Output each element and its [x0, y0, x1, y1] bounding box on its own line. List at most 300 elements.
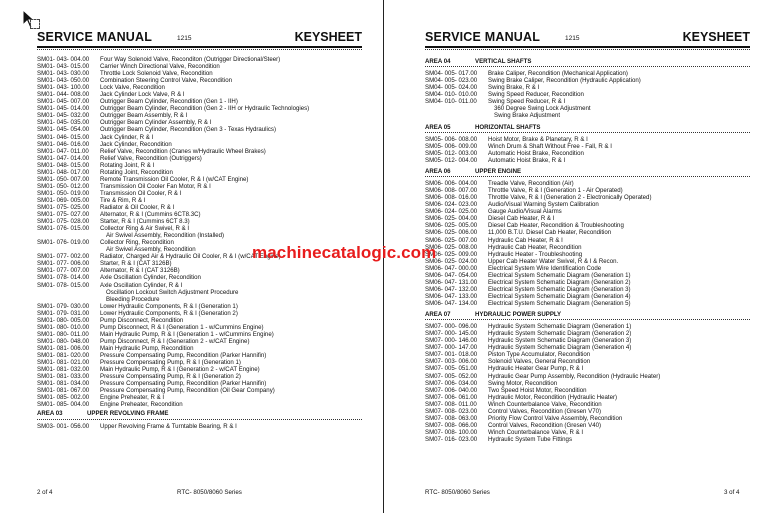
section-description: Combination Steering Control Valve, Recondition	[100, 77, 232, 85]
section-description: Winch Counterbalance Valve, R & I	[488, 428, 584, 436]
table-row	[37, 105, 362, 112]
section-code: SM07- 005- 051.00	[425, 365, 478, 373]
table-row	[425, 222, 750, 229]
table-row	[37, 169, 362, 176]
table-row	[37, 366, 362, 373]
table-row	[425, 157, 750, 164]
section-code: SM01- 081- 032.00	[37, 366, 90, 374]
section-code: SM07- 016- 023.00	[425, 435, 478, 443]
section-code	[37, 246, 100, 253]
section-description: Electrical System Wire Identification Code	[488, 264, 602, 272]
section-code: SM07- 006- 040.00	[425, 386, 478, 394]
section-code: SM06- 025- 009.00	[425, 250, 478, 258]
section-code	[425, 105, 488, 112]
section-description: Outrigger Beam Cylinder Assembly, R & I	[100, 119, 212, 127]
section-description: Hydraulic Cab Heater, R & I	[488, 236, 563, 244]
section-code: SM04- 005- 024.00	[425, 84, 478, 92]
section-description: Relief Valve, Recondition (Outriggers)	[100, 154, 202, 162]
section-code: SM07- 001- 018.00	[425, 351, 478, 359]
section-code: SM07- 003- 006.00	[425, 358, 478, 366]
section-code: SM01- 050- 012.00	[37, 182, 90, 190]
table-row	[37, 211, 362, 218]
section-code: SM01- 043- 100.00	[37, 84, 90, 92]
table-row	[425, 143, 750, 150]
section-code: SM06- 047- 133.00	[425, 292, 478, 300]
section-code: SM04- 005- 017.00	[425, 70, 478, 78]
section-description: Jack Cylinder, Recondition	[100, 140, 172, 148]
section-description: Swing Motor, Recondition	[488, 379, 558, 387]
section-description: Winch Drum & Shaft Without Free - Fall, R & I	[488, 142, 612, 150]
section-code: SM04- 005- 023.00	[425, 77, 478, 85]
table-row	[425, 380, 750, 387]
section-description: Main Hydraulic Pump, R & I (Generation 1 - w/Cummins Engine)	[100, 330, 274, 338]
table-row	[37, 84, 362, 91]
area-heading	[425, 168, 750, 175]
table-row	[425, 330, 750, 337]
section-code: SM06- 008- 016.00	[425, 194, 478, 202]
section-code: SM06- 025- 008.00	[425, 243, 478, 251]
table-row	[425, 436, 750, 443]
table-row	[37, 63, 362, 70]
table-row	[425, 215, 750, 222]
table-row	[425, 194, 750, 201]
section-code: SM07- 008- 100.00	[425, 428, 478, 436]
section-code: SM01- 081- 006.00	[37, 344, 90, 352]
section-code: SM01- 076- 019.00	[37, 239, 90, 247]
section-description: Throttle Valve, R & I (Generation 1 - Air Operated)	[488, 187, 623, 195]
section-code: SM06- 008- 007.00	[425, 187, 478, 195]
section-code: SM06- 024- 023.00	[425, 201, 478, 209]
section-description: Transmission Oil Cooler, R & I	[100, 189, 182, 197]
table-row	[37, 134, 362, 141]
keysheet-title: KEYSHEET	[682, 30, 750, 44]
table-row	[425, 237, 750, 244]
section-code: SM01- 048- 015.00	[37, 161, 90, 169]
section-description: Electrical System Schematic Diagram (Generation 3)	[488, 285, 631, 293]
section-description: Alternator, R & I (CAT 3126B)	[100, 267, 180, 275]
section-description: Tire & Rim, R & I	[100, 196, 146, 204]
section-code: SM06- 024- 025.00	[425, 208, 478, 216]
section-description: Audio/Visual Warning System Calibration	[488, 201, 599, 209]
section-description: Outrigger Beam Cylinder, Recondition (Gen 1 - IIH)	[100, 98, 238, 106]
section-description: Four Way Solenoid Valve, Reconditon (Outrigger Directional/Steer)	[100, 56, 281, 63]
section-description: Engine Preheater, R & I	[100, 394, 165, 402]
section-code: SM06- 047- 054.00	[425, 271, 478, 279]
section-code: SM06- 006- 004.00	[425, 180, 478, 188]
section-description: Hydraulic System Schematic Diagram (Generation 3)	[488, 337, 632, 345]
table-row	[425, 98, 750, 105]
manual-number: 1215	[177, 35, 192, 42]
section-code: SM07- 008- 011.00	[425, 400, 477, 408]
section-code: SM01- 076- 015.00	[37, 225, 90, 233]
section-code: SM01- 043- 015.00	[37, 63, 90, 71]
area-label: AREA 04	[425, 58, 451, 65]
section-code: SM01- 048- 017.00	[37, 168, 90, 176]
section-code: SM07- 000- 145.00	[425, 330, 478, 338]
section-code: SM01- 043- 050.00	[37, 77, 90, 85]
section-description: Swing Speed Reducer, R & I	[488, 98, 566, 106]
section-description: Brake Caliper, Recondition (Mechanical Application)	[488, 70, 628, 78]
section-code: SM01- 081- 034.00	[37, 380, 90, 388]
section-description: Treadle Valve, Recondition (Air)	[488, 180, 574, 188]
section-code: SM01- 077- 002.00	[37, 253, 90, 261]
right-sections	[425, 58, 750, 443]
table-row	[425, 286, 750, 293]
section-description: Rotating Joint, Recondition	[100, 168, 173, 176]
section-code: SM04- 010- 011.00	[425, 98, 477, 106]
section-description: Automatic Hoist Brake, Recondition	[488, 149, 584, 157]
section-description: Piston Type Accumulator, Recondition	[488, 351, 591, 359]
table-row	[37, 267, 362, 274]
area-label: AREA 03	[37, 410, 63, 418]
area-heading	[425, 311, 750, 318]
page-header	[37, 30, 362, 48]
section-code: SM01- 081- 067.00	[37, 387, 90, 395]
table-row	[425, 394, 750, 401]
table-row	[425, 70, 750, 77]
section-description: Hydraulic Motor, Recondition (Hydraulic Heater)	[488, 393, 618, 401]
section-code: SM01- 046- 016.00	[37, 140, 90, 148]
section-description: Automatic Hoist Brake, R & I	[488, 156, 566, 164]
section-description: Relief Valve, Recondition (Cranes w/Hydraulic Wheel Brakes)	[100, 147, 266, 155]
section-code: SM01- 045- 014.00	[37, 105, 90, 113]
area-title: UPPER ENGINE	[475, 167, 522, 175]
page-number-left: 2 of 4	[37, 489, 53, 496]
section-description: Hydraulic System Schematic Diagram (Generation 2)	[488, 330, 632, 338]
section-description: Solenoid Valves, General Recondition	[488, 358, 591, 366]
section-description: Outrigger Beam Assembly, R & I	[100, 112, 188, 120]
area-label: AREA 05	[425, 123, 451, 131]
section-code: SM01- 077- 007.00	[37, 267, 90, 275]
manual-title: SERVICE MANUAL	[425, 30, 541, 44]
table-row	[425, 77, 750, 84]
table-row	[425, 201, 750, 208]
table-row	[37, 232, 362, 239]
section-description: Hoist Motor, Brake & Planetary, R & I	[488, 135, 588, 143]
table-row	[37, 183, 362, 190]
manual-title: SERVICE MANUAL	[37, 30, 153, 44]
table-row	[425, 150, 750, 157]
table-row	[37, 155, 362, 162]
table-row	[425, 265, 750, 272]
section-code: SM01- 078- 015.00	[37, 281, 90, 289]
area-label: AREA 07	[425, 310, 451, 318]
section-code: SM01- 079- 030.00	[37, 302, 90, 310]
table-row	[37, 162, 362, 169]
section-code: SM01- 080- 011.00	[37, 330, 89, 338]
table-row	[37, 423, 362, 430]
section-description: Radiator & Oil Cooler, R & I	[100, 203, 175, 211]
section-description: Axle Oscillation Cylinder, R & I	[100, 281, 183, 289]
section-code: SM05- 012- 004.00	[425, 156, 478, 164]
section-description: Starter, R & I (CAT 3126B)	[100, 260, 172, 268]
section-code: SM06- 025- 007.00	[425, 236, 478, 244]
section-code	[37, 289, 100, 296]
section-code: SM05- 006- 009.00	[425, 142, 478, 150]
table-row	[37, 274, 362, 281]
section-description: Air Swivel Assembly, Recondition (Installed)	[106, 232, 225, 240]
table-row	[37, 303, 362, 310]
header-rule	[37, 49, 362, 52]
section-code: SM07- 000- 096.00	[425, 323, 478, 331]
section-description: Diesel Cab Heater, R & I	[488, 215, 555, 223]
table-row	[37, 77, 362, 84]
table-row	[37, 148, 362, 155]
section-description: Axle Oscillation Cylinder, Recondition	[100, 274, 201, 282]
section-code: SM01- 043- 030.00	[37, 70, 90, 78]
table-row	[37, 282, 362, 289]
table-row	[425, 401, 750, 408]
section-description: Jack Cylinder Lock Valve, R & I	[100, 91, 185, 99]
area-label: AREA 06	[425, 167, 451, 175]
table-row	[425, 365, 750, 372]
header-rule	[425, 49, 750, 52]
section-description: Swing Brake Adjustment	[494, 112, 561, 120]
section-code: SM01- 081- 020.00	[37, 351, 90, 359]
section-description: Swing Brake Caliper, Recondition (Hydraulic Application)	[488, 77, 641, 85]
section-code: SM06- 025- 006.00	[425, 229, 478, 237]
section-description: Upper Revolving Frame & Turntable Bearing, R & I	[100, 422, 237, 430]
section-code: SM07- 008- 023.00	[425, 407, 478, 415]
area-title: UPPER REVOLVING FRAME	[87, 410, 169, 418]
table-row	[425, 180, 750, 187]
section-code: SM01- 047- 014.00	[37, 154, 90, 162]
section-code: SM05- 012- 003.00	[425, 149, 478, 157]
section-code: SM01- 075- 027.00	[37, 211, 90, 219]
section-description: Hydraulic System Schematic Diagram (Generation 1)	[488, 323, 632, 331]
section-code: SM01- 077- 006.00	[37, 260, 90, 268]
section-code: SM07- 006- 034.00	[425, 379, 478, 387]
section-code: SM06- 047- 132.00	[425, 285, 478, 293]
watermark-text: machinecatalogic.com	[252, 243, 437, 262]
section-description: Lock Valve, Recondition	[100, 84, 165, 92]
section-code: SM07- 006- 061.00	[425, 393, 478, 401]
table-row	[425, 387, 750, 394]
table-row	[37, 352, 362, 359]
section-code: SM05- 006- 008.00	[425, 135, 478, 143]
section-code: SM07- 000- 147.00	[425, 344, 478, 352]
section-description: Collector Ring, Recondition	[100, 239, 174, 247]
table-row	[425, 136, 750, 143]
section-code: SM01- 081- 033.00	[37, 373, 90, 381]
table-row	[37, 91, 362, 98]
section-description: Main Hydraulic Pump, R & I (Generation 2 - w/CAT Engine)	[100, 366, 260, 374]
section-code: SM07- 008- 066.00	[425, 421, 478, 429]
section-description: Rotating Joint, R & I	[100, 161, 155, 169]
table-row	[425, 373, 750, 380]
section-description: Oscillation Lockout Switch Adjustment Procedure	[106, 288, 239, 296]
section-description: Gauge Audio/Visual Alarms	[488, 208, 562, 216]
section-description: Pressure Compensating Pump, Recondition (Oil Gear Company)	[100, 387, 275, 395]
table-row	[425, 429, 750, 436]
series-label-right: RTC- 8050/8060 Series	[425, 489, 490, 496]
area-title: HORIZONTAL SHAFTS	[475, 123, 541, 131]
left-page	[37, 30, 362, 430]
section-description: Winch Counterbalance Valve, Recondition	[488, 400, 602, 408]
table-row	[37, 225, 362, 232]
section-description: Swing Brake, R & I	[488, 84, 540, 92]
section-description: Electrical System Schematic Diagram (Generation 5)	[488, 299, 631, 307]
section-code: SM01- 044- 008.00	[37, 91, 90, 99]
section-code: SM01- 075- 025.00	[37, 203, 90, 211]
table-row	[37, 289, 362, 296]
table-row	[37, 394, 362, 401]
section-code: SM07- 008- 063.00	[425, 414, 478, 422]
section-description: Outrigger Beam Cylinder, Recondition (Gen 2 - IIH or Hydraulic Technologies)	[100, 105, 310, 113]
table-row	[37, 317, 362, 324]
table-row	[37, 401, 362, 408]
table-row	[37, 190, 362, 197]
table-row	[425, 91, 750, 98]
section-code: SM01- 050- 019.00	[37, 189, 90, 197]
section-code: SM07- 005- 052.00	[425, 372, 478, 380]
table-row	[425, 229, 750, 236]
section-code: SM06- 025- 004.00	[425, 215, 478, 223]
table-row	[37, 296, 362, 303]
section-description: Hydraulic System Tube Fittings	[488, 435, 572, 443]
table-row	[425, 272, 750, 279]
section-description: Pressure Compensating Pump, R & I (Generation 2)	[100, 373, 241, 381]
table-row	[37, 310, 362, 317]
table-row	[37, 126, 362, 133]
page-icon	[30, 19, 40, 29]
area-title: VERTICAL SHAFTS	[475, 58, 532, 65]
section-code: SM01- 069- 005.00	[37, 196, 90, 204]
table-row	[37, 338, 362, 345]
section-description: Radiator, Charged Air & Hydraulic Oil Cooler, R & I (w/CAT Engine)	[100, 253, 281, 261]
page-number-right: 3 of 4	[724, 489, 740, 496]
table-row	[37, 197, 362, 204]
section-code: SM01- 047- 011.00	[37, 147, 89, 155]
table-row	[425, 408, 750, 415]
section-description: Priority Flow Control Valve Assembly, Recondition	[488, 414, 623, 422]
section-code: SM01- 075- 028.00	[37, 218, 90, 226]
section-code: SM01- 080- 048.00	[37, 337, 90, 345]
section-description: Two Speed Hoist Motor, Recondition	[488, 386, 587, 394]
area-heading	[37, 410, 362, 417]
table-row	[425, 258, 750, 265]
area-heading	[425, 124, 750, 131]
section-code: SM03- 001- 056.00	[37, 422, 90, 430]
section-description: Pump Disconnect, R & I (Generation 2 - w/CAT Engine)	[100, 337, 250, 345]
table-row	[425, 251, 750, 258]
section-code: SM01- 078- 014.00	[37, 274, 90, 282]
section-description: Collector Ring & Air Swivel, R & I	[100, 225, 190, 233]
section-description: Carrier Winch Directional Valve, Recondition	[100, 63, 220, 71]
manual-number: 1215	[565, 35, 580, 42]
section-description: Control Valves, Recondition (Gresen V70)	[488, 407, 602, 415]
section-description: Air Swivel Assembly, Recondition	[106, 246, 196, 254]
section-description: 11,000 B.T.U. Diesel Cab Heater, Recondition	[488, 229, 612, 237]
section-description: Pressure Compensating Pump, Recondition (Parker Hannifin)	[100, 351, 267, 359]
table-row	[425, 244, 750, 251]
table-row	[425, 279, 750, 286]
section-description: Lower Hydraulic Components, R & I (Generation 1)	[100, 302, 238, 310]
table-row	[425, 415, 750, 422]
table-row	[37, 204, 362, 211]
table-row	[425, 351, 750, 358]
table-row	[425, 323, 750, 330]
table-row	[37, 119, 362, 126]
section-description: Pressure Compensating Pump, R & I (Generation 1)	[100, 359, 241, 367]
table-row	[425, 84, 750, 91]
section-description: Hydraulic Gear Pump Assembly, Recondition (Hydraulic Heater)	[488, 372, 661, 380]
section-code: SM01- 085- 002.00	[37, 394, 90, 402]
section-description: 360 Degree Swing Lock Adjustment	[494, 105, 591, 113]
section-description: Pressure Compensating Pump, Recondition (Parker Hannifin)	[100, 380, 267, 388]
area-heading	[425, 58, 750, 65]
table-row	[37, 218, 362, 225]
section-description: Electrical System Schematic Diagram (Generation 1)	[488, 271, 631, 279]
section-code: SM06- 047- 131.00	[425, 278, 478, 286]
section-code: SM06- 025- 024.00	[425, 257, 478, 265]
table-row	[425, 208, 750, 215]
table-row	[37, 387, 362, 394]
area-title: HYDRAULIC POWER SUPPLY	[475, 310, 562, 318]
section-description: Swing Speed Reducer, Recondition	[488, 91, 584, 99]
section-code: SM01- 045- 032.00	[37, 112, 90, 120]
series-label-left: RTC- 8050/8060 Series	[177, 489, 242, 496]
section-description: Lower Hydraulic Components, R & I (Generation 2)	[100, 309, 238, 317]
table-row	[425, 187, 750, 194]
section-code: SM01- 085- 004.00	[37, 401, 90, 409]
area-rows	[37, 423, 362, 430]
keysheet-title: KEYSHEET	[294, 30, 362, 44]
section-code: SM01- 050- 007.00	[37, 175, 90, 183]
table-row	[425, 358, 750, 365]
section-code: SM07- 000- 146.00	[425, 337, 478, 345]
section-description: Hydraulic System Schematic Diagram (Generation 4)	[488, 344, 632, 352]
table-row	[37, 345, 362, 352]
section-description: Engine Preheater, Recondition	[100, 401, 183, 409]
table-row	[425, 300, 750, 307]
section-code: SM01- 080- 005.00	[37, 316, 90, 324]
section-code: SM06- 047- 134.00	[425, 299, 478, 307]
table-row	[37, 359, 362, 366]
section-description: Electrical System Schematic Diagram (Generation 2)	[488, 278, 631, 286]
table-row	[37, 380, 362, 387]
right-page	[425, 30, 750, 443]
section-description: Control Valves, Recondition (Gresen V40)	[488, 421, 602, 429]
section-description: Starter, R & I (Cummins 6CT 8.3)	[100, 218, 190, 226]
section-description: Pump Disconnect, R & I (Generation 1 - w/Cummins Engine)	[100, 323, 264, 331]
section-description: Outrigger Beam Cylinder, Recondition (Gen 3 - Texas Hydraulics)	[100, 126, 277, 134]
table-row	[425, 112, 750, 119]
left-rows	[37, 56, 362, 408]
section-description: Diesel Cab Heater, Recondition & Troubleshooting	[488, 222, 624, 230]
section-code: SM01- 043- 004.00	[37, 56, 90, 63]
section-code: SM01- 045- 035.00	[37, 119, 90, 127]
section-code: SM06- 025- 005.00	[425, 222, 478, 230]
page-header	[425, 30, 750, 48]
section-code: SM04- 010- 010.00	[425, 91, 478, 99]
section-code: SM01- 079- 031.00	[37, 309, 90, 317]
section-code	[37, 296, 100, 303]
section-description: Main Hydraulic Pump, Recondition	[100, 344, 194, 352]
section-description: Throttle Lock Solenoid Valve, Recondition	[100, 70, 213, 78]
table-row	[425, 293, 750, 300]
section-description: Transmission Oil Cooler Fan Motor, R & I	[100, 182, 211, 190]
section-description: Remote Transmission Oil Cooler, R & I (w/CAT Engine)	[100, 175, 249, 183]
table-row	[37, 112, 362, 119]
section-description: Electrical System Schematic Diagram (Generation 4)	[488, 292, 631, 300]
section-code: SM01- 045- 054.00	[37, 126, 90, 134]
table-row	[425, 422, 750, 429]
table-row	[37, 141, 362, 148]
table-row	[425, 105, 750, 112]
section-description: Throttle Valve, R & I (Generation 2 - Electronically Operated)	[488, 194, 652, 202]
table-row	[37, 324, 362, 331]
